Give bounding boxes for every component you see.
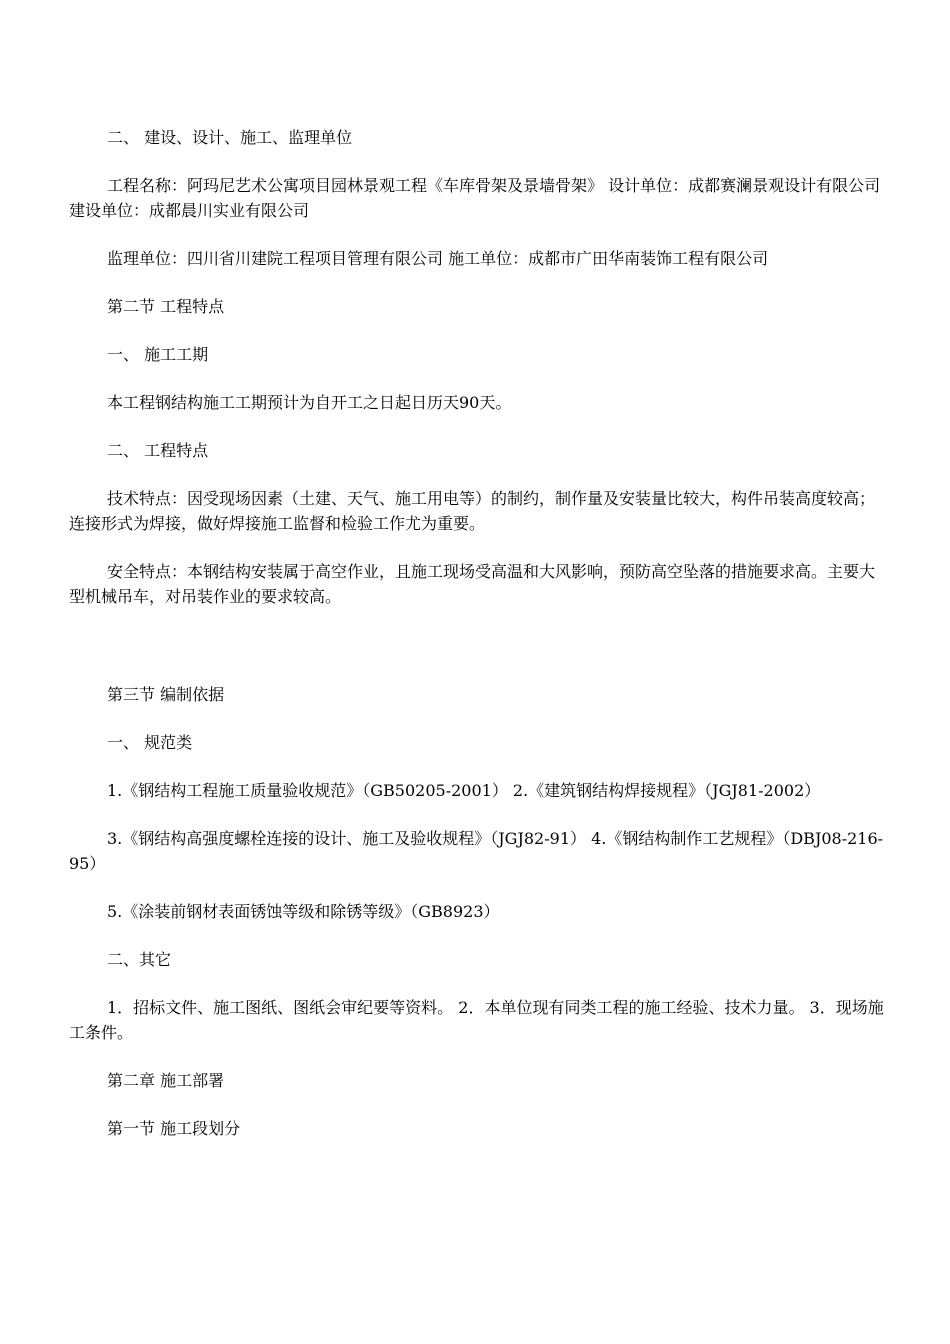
subheading-schedule: 一、 施工工期 — [107, 345, 209, 364]
supervision-paragraph: 监理单位：四川省川建院工程项目管理有限公司 施工单位：成都市广田华南装饰工程有限公司 — [107, 249, 769, 268]
project-info-paragraph: 工程名称：阿玛尼艺术公寓项目园林景观工程《车库骨架及景墙骨架》 设计单位：成都赛澜景观设计有限公司 建设单位：成都晨川实业有限公司 — [69, 176, 881, 220]
others-paragraph: 1．招标文件、施工图纸、图纸会审纪要等资料。 2．本单位现有同类工程的施工经验、技术力量。 3．现场施工条件。 — [69, 998, 884, 1042]
schedule-paragraph: 本工程钢结构施工工期预计为自开工之日起日历天90天。 — [107, 393, 512, 412]
subheading-standards: 一、 规范类 — [107, 733, 193, 752]
technical-features-paragraph: 技术特点：因受现场因素（土建、天气、施工用电等）的制约，制作量及安装量比较大，构件吊装高度较高；连接形式为焊接，做好焊接施工监督和检验工作尤为重要。 — [69, 489, 876, 533]
standards-paragraph-2: 3.《钢结构高强度螺栓连接的设计、施工及验收规程》（JGJ82-91） 4.《钢结构制作工艺规程》（DBJ08-216-95） — [69, 829, 884, 873]
subheading-characteristics: 二、 工程特点 — [107, 441, 209, 460]
section-heading-segments: 第一节 施工段划分 — [107, 1119, 241, 1138]
chapter-heading-deployment: 第二章 施工部署 — [107, 1071, 225, 1090]
section-heading-units: 二、 建设、设计、施工、监理单位 — [107, 128, 353, 147]
safety-features-paragraph: 安全特点：本钢结构安装属于高空作业，且施工现场受高温和大风影响，预防高空坠落的措施要求高。主要大型机械吊车，对吊装作业的要求较高。 — [69, 562, 876, 606]
document-body — [69, 125, 884, 1141]
standards-paragraph-3: 5.《涂装前钢材表面锈蚀等级和除锈等级》（GB8923） — [107, 902, 500, 921]
standards-paragraph-1: 1.《钢结构工程施工质量验收规范》（GB50205-2001） 2.《建筑钢结构焊接规程》（JGJ81-2002） — [107, 781, 821, 800]
subheading-others: 二、其它 — [107, 950, 172, 969]
section-heading-features: 第二节 工程特点 — [107, 297, 225, 316]
section-heading-basis: 第三节 编制依据 — [107, 685, 225, 704]
